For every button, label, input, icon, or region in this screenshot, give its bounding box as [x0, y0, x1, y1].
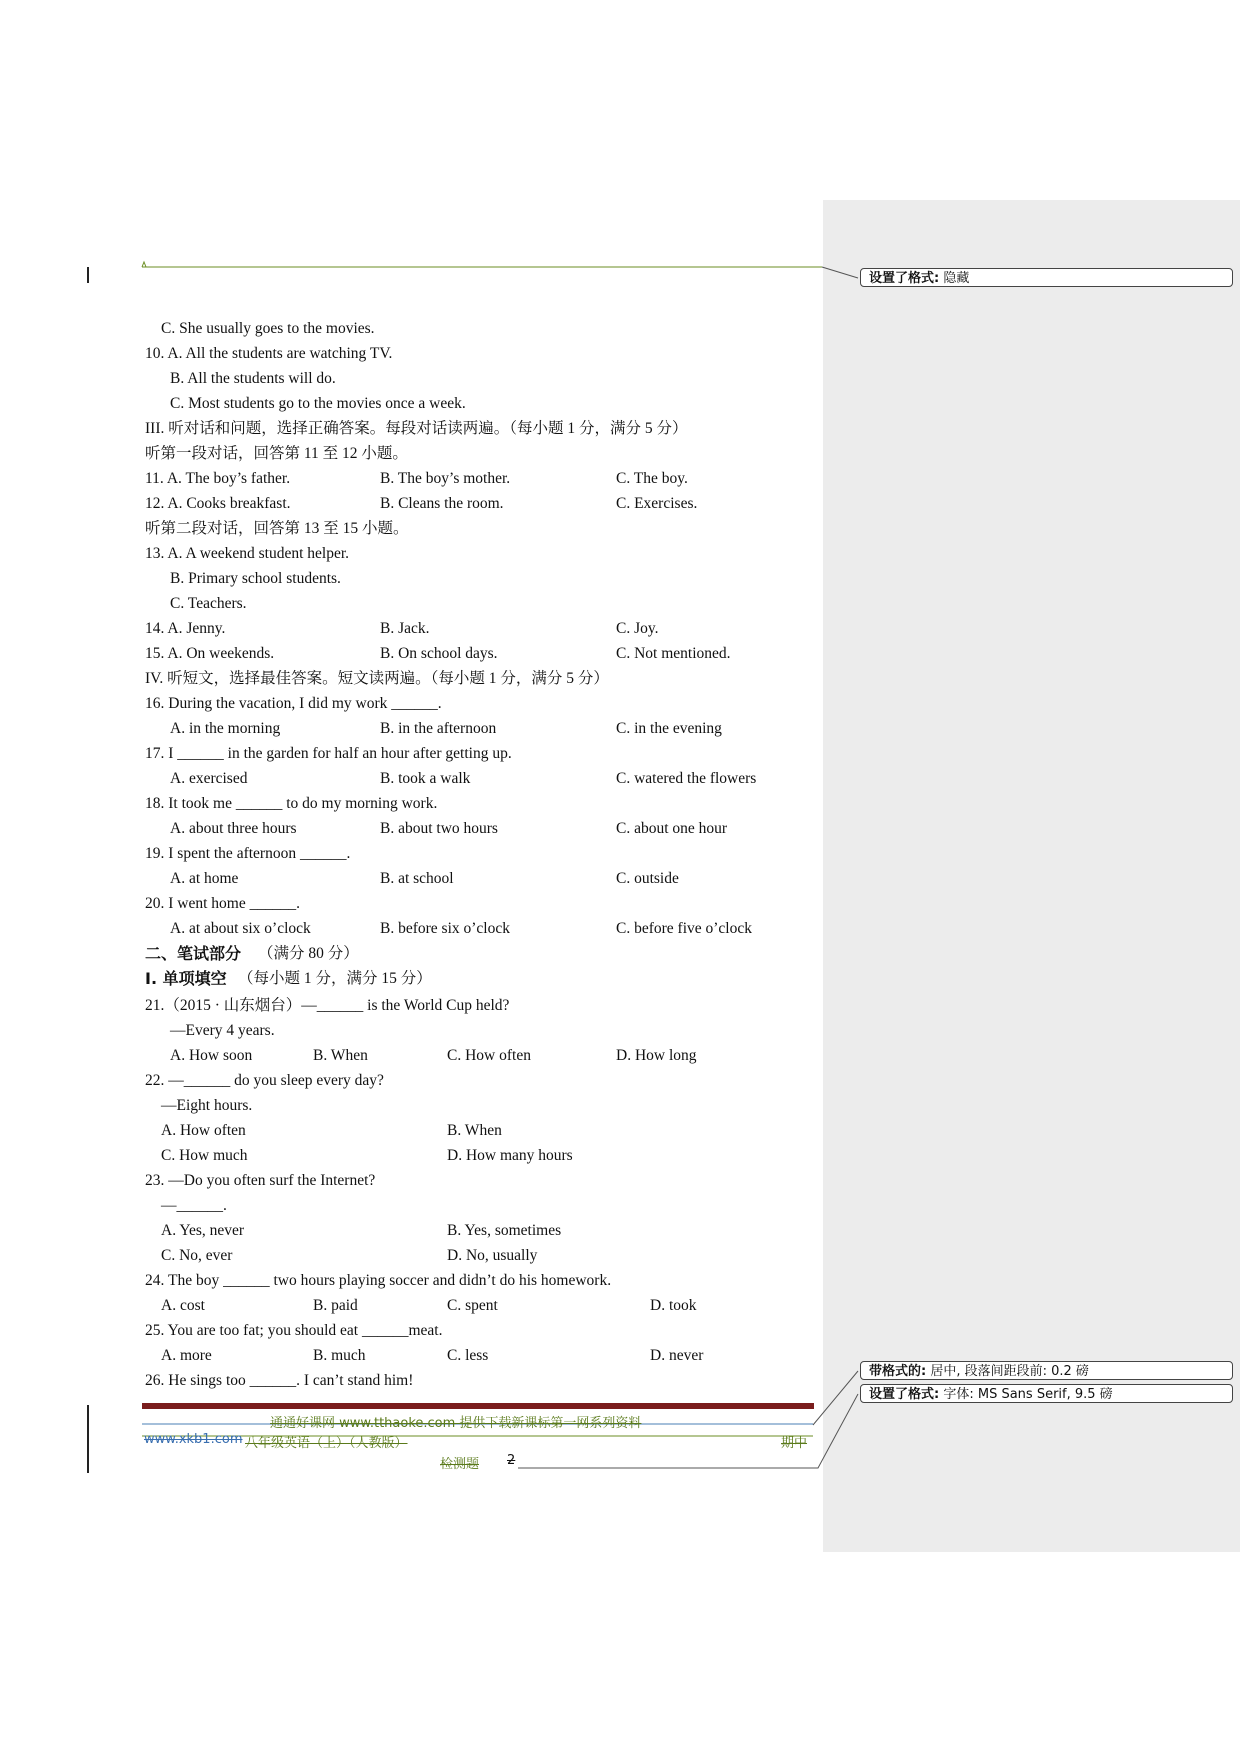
- balloon-value: 字体: MS Sans Serif, 9.5 磅: [943, 1387, 1113, 1402]
- q17-option-a: A. exercised: [170, 770, 248, 787]
- q21-stem: 21.（2015 · 山东烟台）—______ is the World Cup held?: [145, 997, 510, 1014]
- format-balloon-centered[interactable]: [860, 1361, 1233, 1380]
- dialogue-2-instruction: 听第二段对话，回答第 13 至 15 小题。: [145, 520, 409, 537]
- q23-stem: 23. —Do you often surf the Internet?: [145, 1172, 376, 1189]
- q10-option-b: B. All the students will do.: [170, 370, 336, 387]
- q11-option-a: 11. A. The boy’s father.: [145, 470, 291, 487]
- q25-stem: 25. You are too fat; you should eat ______meat.: [145, 1322, 443, 1339]
- q12-option-c: C. Exercises.: [616, 495, 698, 512]
- q20-option-b: B. before six o’clock: [380, 920, 510, 937]
- q23-option-c: C. No, ever: [161, 1247, 233, 1264]
- q25-option-c: C. less: [447, 1347, 489, 1364]
- footer-rule: [142, 1403, 814, 1409]
- q13-option-a: 13. A. A weekend student helper.: [145, 545, 350, 562]
- q25-option-a: A. more: [161, 1347, 212, 1364]
- q14-option-a: 14. A. Jenny.: [145, 620, 226, 637]
- change-bar-bottom: [87, 1405, 89, 1473]
- q21-option-b: B. When: [313, 1047, 368, 1064]
- written-part-heading: 二、笔试部分: [145, 944, 242, 963]
- q25-option-d: D. never: [650, 1347, 704, 1364]
- q17-option-b: B. took a walk: [380, 770, 471, 787]
- footer-website-link[interactable]: www.xkb1.com: [144, 1432, 243, 1447]
- q20-stem: 20. I went home ______.: [145, 895, 300, 912]
- balloon-label: 设置了格式:: [869, 1387, 940, 1402]
- balloon-label: 带格式的:: [869, 1364, 927, 1379]
- q12-option-a: 12. A. Cooks breakfast.: [145, 495, 291, 512]
- section-4-heading: IV. 听短文，选择最佳答案。短文读两遍。（每小题 1 分，满分 5 分）: [145, 670, 609, 687]
- q21-answer-line: —Every 4 years.: [170, 1022, 275, 1039]
- q26-stem: 26. He sings too ______. I can’t stand him!: [145, 1372, 414, 1389]
- q11-option-b: B. The boy’s mother.: [380, 470, 511, 487]
- q18-option-b: B. about two hours: [380, 820, 498, 837]
- balloon-value: 居中, 段落间距段前: 0.2 磅: [930, 1364, 1089, 1379]
- q17-stem: 17. I ______ in the garden for half an hour after getting up.: [145, 745, 512, 762]
- q21-option-d: D. How long: [616, 1047, 697, 1064]
- q16-option-a: A. in the morning: [170, 720, 281, 737]
- q21-option-c: C. How often: [447, 1047, 531, 1064]
- q24-option-d: D. took: [650, 1297, 697, 1314]
- q16-option-b: B. in the afternoon: [380, 720, 497, 737]
- q22-option-b: B. When: [447, 1122, 502, 1139]
- written-part-score: （满分 80 分）: [258, 945, 359, 962]
- q19-option-a: A. at home: [170, 870, 239, 887]
- footer-line-1: 通通好课网 www.tthaoke.com 提供下载新课标第一网系列资料: [270, 1416, 642, 1431]
- q18-stem: 18. It took me ______ to do my morning work.: [145, 795, 438, 812]
- q10-option-a: 10. A. All the students are watching TV.: [145, 345, 393, 362]
- q24-option-a: A. cost: [161, 1297, 205, 1314]
- q24-stem: 24. The boy ______ two hours playing soccer and didn’t do his homework.: [145, 1272, 612, 1289]
- section-3-heading: III. 听对话和问题，选择正确答案。每段对话读两遍。（每小题 1 分，满分 5 分）: [145, 420, 688, 437]
- q25-option-b: B. much: [313, 1347, 366, 1364]
- q13-option-c: C. Teachers.: [170, 595, 247, 612]
- q17-option-c: C. watered the flowers: [616, 770, 757, 787]
- q19-option-c: C. outside: [616, 870, 679, 887]
- section-1-heading: I. 单项填空: [145, 969, 227, 988]
- footer-test-label: 检测题: [440, 1457, 480, 1472]
- q22-option-a: A. How often: [161, 1122, 246, 1139]
- q12-option-b: B. Cleans the room.: [380, 495, 504, 512]
- q19-stem: 19. I spent the afternoon ______.: [145, 845, 351, 862]
- balloon-value: 隐藏: [943, 271, 970, 286]
- section-1-score: （每小题 1 分，满分 15 分）: [238, 970, 432, 987]
- q23-answer-line: —______.: [161, 1197, 227, 1214]
- footer-exam-label: 期中: [781, 1436, 808, 1451]
- q20-option-c: C. before five o’clock: [616, 920, 752, 937]
- balloon-label: 设置了格式:: [869, 271, 940, 286]
- q9-option-c: C. She usually goes to the movies.: [161, 320, 375, 337]
- q22-option-c: C. How much: [161, 1147, 248, 1164]
- q16-option-c: C. in the evening: [616, 720, 722, 737]
- q16-stem: 16. During the vacation, I did my work ______.: [145, 695, 442, 712]
- change-bar-top: [87, 267, 89, 283]
- q15-option-c: C. Not mentioned.: [616, 645, 731, 662]
- q18-option-a: A. about three hours: [170, 820, 297, 837]
- footer-book-title: 八年级英语（上）（人教版）: [245, 1436, 408, 1451]
- q14-option-c: C. Joy.: [616, 620, 659, 637]
- q13-option-b: B. Primary school students.: [170, 570, 341, 587]
- format-balloon-hidden[interactable]: [860, 268, 1233, 287]
- q22-option-d: D. How many hours: [447, 1147, 573, 1164]
- format-balloon-font[interactable]: [860, 1384, 1233, 1403]
- q10-option-c: C. Most students go to the movies once a week.: [170, 395, 466, 412]
- dialogue-1-instruction: 听第一段对话，回答第 11 至 12 小题。: [145, 445, 408, 462]
- q15-option-a: 15. A. On weekends.: [145, 645, 275, 662]
- q24-option-b: B. paid: [313, 1297, 358, 1314]
- q18-option-c: C. about one hour: [616, 820, 728, 837]
- q23-option-a: A. Yes, never: [161, 1222, 245, 1239]
- q24-option-c: C. spent: [447, 1297, 498, 1314]
- q14-option-b: B. Jack.: [380, 620, 430, 637]
- q21-option-a: A. How soon: [170, 1047, 253, 1064]
- q15-option-b: B. On school days.: [380, 645, 498, 662]
- q11-option-c: C. The boy.: [616, 470, 688, 487]
- page-number: 2: [507, 1453, 516, 1468]
- q23-option-b: B. Yes, sometimes: [447, 1222, 562, 1239]
- q22-stem: 22. —______ do you sleep every day?: [145, 1072, 384, 1089]
- q22-answer-line: —Eight hours.: [161, 1097, 253, 1114]
- q19-option-b: B. at school: [380, 870, 454, 887]
- q20-option-a: A. at about six o’clock: [170, 920, 311, 937]
- q23-option-d: D. No, usually: [447, 1247, 538, 1264]
